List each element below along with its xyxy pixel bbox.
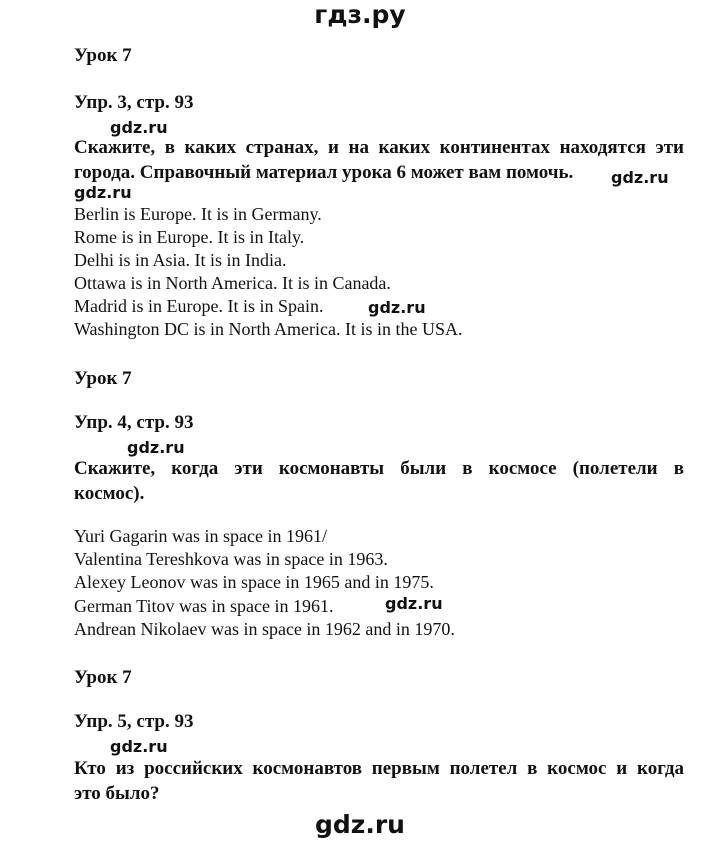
task-text	[74, 756, 684, 806]
exercise-heading: Упр. 3, стр. 93	[74, 92, 194, 113]
answer-line: Yuri Gagarin was in space in 1961/	[74, 526, 327, 546]
answer-line: Washington DC is in North America. It is in the USA.	[74, 319, 463, 339]
answer-line: Berlin is Europe. It is in Germany.	[74, 204, 322, 224]
answer-line: Valentina Tereshkova was in space in 1963.	[74, 549, 388, 569]
answer-line: Rome is in Europe. It is in Italy.	[74, 227, 305, 247]
watermark: gdz.ru	[611, 168, 669, 187]
site-header: гдз.ру	[314, 0, 406, 29]
watermark: gdz.ru	[368, 298, 426, 317]
answer-line: Andrean Nikolaev was in space in 1962 and in 1970.	[74, 619, 455, 639]
watermark: gdz.ru	[385, 594, 443, 613]
answer-line: Ottawa is in North America. It is in Canada.	[74, 273, 391, 293]
task-line: космос).	[74, 483, 145, 504]
answer-line: Madrid is in Europe. It is in Spain.	[74, 296, 324, 316]
lesson-heading: Урок 7	[74, 368, 132, 389]
lesson-heading: Урок 7	[74, 667, 132, 688]
answer-line: German Titov was in space in 1961.	[74, 596, 334, 616]
lesson-heading: Урок 7	[74, 45, 132, 66]
exercise-heading: Упр. 5, стр. 93	[74, 711, 194, 732]
task-line: Скажите, в каких странах, и на каких континентах находятся эти	[74, 137, 684, 158]
watermark: gdz.ru	[127, 438, 185, 457]
answer-line: Delhi is in Asia. It is in India.	[74, 250, 287, 270]
task-line: Кто из российских космонавтов первым полетел в космос и когда	[74, 758, 684, 779]
task-text	[74, 135, 684, 185]
task-line: это было?	[74, 783, 160, 804]
answer-line: Alexey Leonov was in space in 1965 and in 1975.	[74, 572, 434, 592]
task-line: Скажите, когда эти космонавты были в космосе (полетели в	[74, 458, 684, 479]
exercise-heading: Упр. 4, стр. 93	[74, 412, 194, 433]
footer-watermark: gdz.ru	[315, 810, 405, 839]
task-text	[74, 456, 684, 506]
watermark: gdz.ru	[110, 737, 168, 756]
task-line: города. Справочный материал урока 6 может вам помочь.	[74, 162, 574, 183]
watermark: gdz.ru	[74, 183, 132, 202]
watermark: gdz.ru	[110, 118, 168, 137]
